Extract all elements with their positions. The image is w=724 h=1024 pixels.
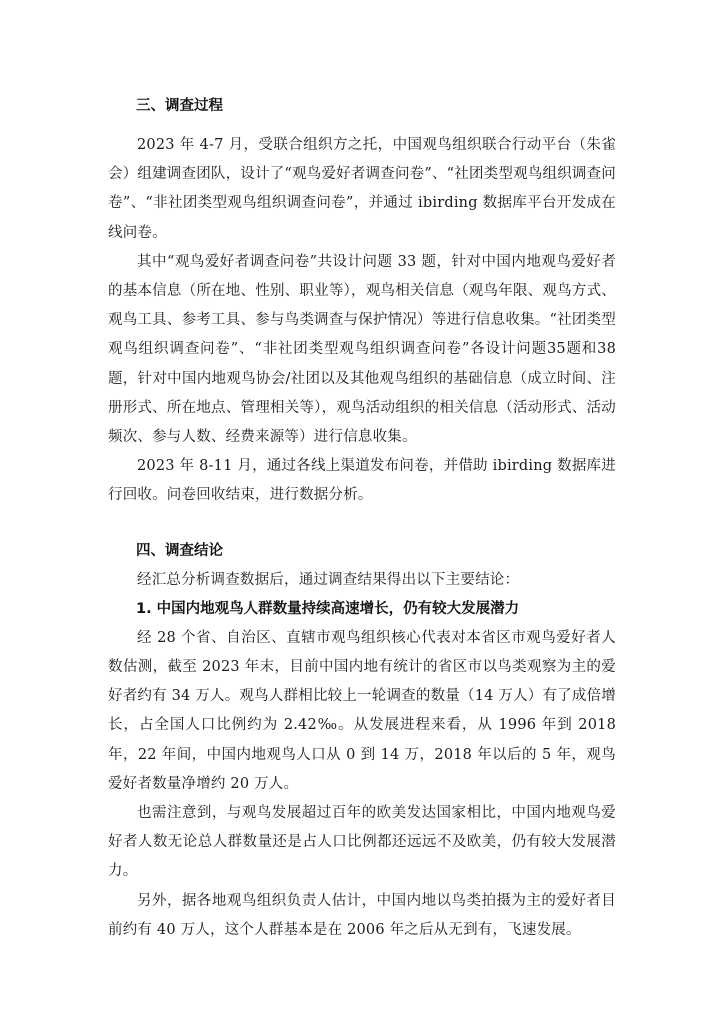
section-4-intro: 经汇总分析调查数据后，通过调查结果得出以下主要结论： bbox=[137, 571, 520, 588]
spacer bbox=[108, 121, 616, 131]
section-4-subheading-1: 1. 中国内地观鸟人群数量持续高速增长，仍有较大发展潜力 bbox=[136, 600, 520, 617]
section-3-paragraph-2: 其中“观鸟爱好者调查问卷”共设计问题 33 题，针对中国内地观鸟爱好者的基本信息（所在地、性别、职业等），观鸟相关信息（观鸟年限、观鸟方式、观鸟工具、参考工具、参与鸟类调查与保护情况）等进行信息收集。“社团类型观鸟组织调查问卷”、“非社团类型观鸟组织调查问卷”各设计问题35题和38题，针对中国内地观鸟协会/社团以及其他观鸟组织的基础信息（成立时间、注册形式、所在地点、管理相关等），观鸟活动组织的相关信息（活动形式、活动频次、参与人数、经费来源等）进行信息收集。 bbox=[108, 253, 616, 446]
section-3-heading: 三、调查过程 bbox=[136, 98, 223, 114]
section-3-paragraph-1: 2023 年 4-7 月，受联合组织方之托，中国观鸟组织联合行动平台（朱雀会）组建调查团队，设计了“观鸟爱好者调查问卷”、“社团类型观鸟组织调查问卷”、“非社团类型观鸟组织调查问卷”，并通过 ibirding 数据库平台开发成在线问卷。 bbox=[108, 137, 616, 241]
document-body bbox=[108, 92, 616, 945]
section-4-paragraph-1: 经 28 个省、自治区、直辖市观鸟组织核心代表对本省区市观鸟爱好者人数估测，截至 2023 年末，目前中国内地有统计的省区市以鸟类观察为主的爱好者约有 34 万人。观鸟人群相比较上一轮调查的数量（14 万人）有了成倍增长，占全国人口比例约为 2.42‰。从发展进程来看，从 1996 年到 2018 年，22 年间，中国内地观鸟人口从 0 到 14 万，2018 年以后的 5 年，观鸟爱好者数量净增约 20 万人。 bbox=[108, 629, 616, 792]
section-4-paragraph-2: 也需注意到，与观鸟发展超过百年的欧美发达国家相比，中国内地观鸟爱好者人数无论总人群数量还是占人口比例都还远远不及欧美，仍有较大发展潜力。 bbox=[108, 805, 616, 880]
section-4-heading: 四、调查结论 bbox=[136, 542, 223, 559]
spacer bbox=[108, 511, 616, 537]
section-4-paragraph-3: 另外，据各地观鸟组织负责人估计，中国内地以鸟类拍摄为主的爱好者目前约有 40 万人，这个人群基本是在 2006 年之后从无到有，飞速发展。 bbox=[108, 892, 616, 938]
section-3-paragraph-3: 2023 年 8-11 月，通过各线上渠道发布问卷，并借助 ibirding 数据库进行回收。问卷回收结束，进行数据分析。 bbox=[108, 458, 616, 504]
